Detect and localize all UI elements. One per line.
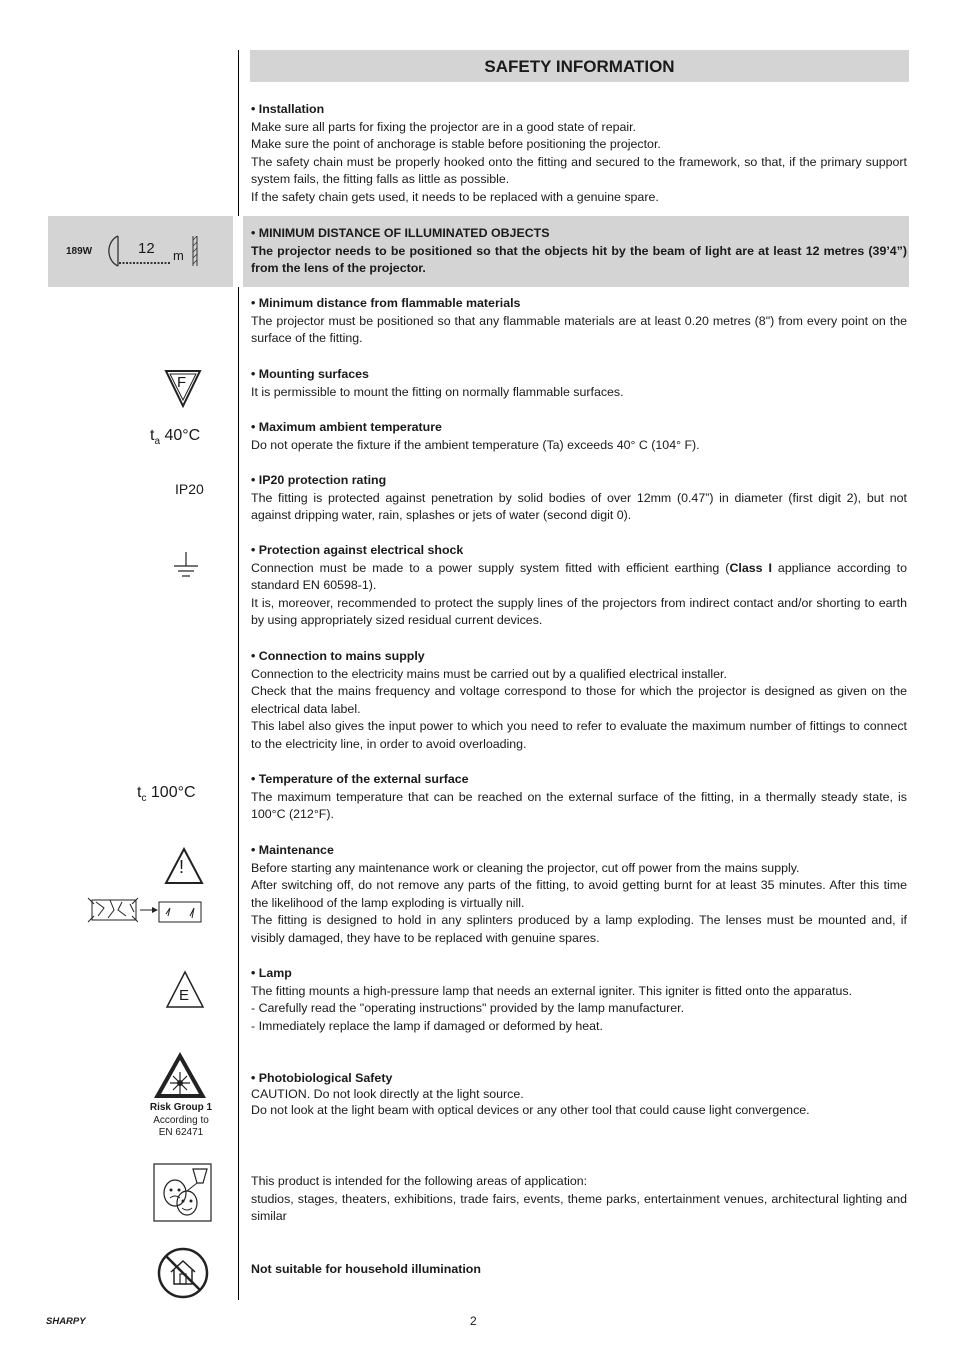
optical-radiation-warning-icon (152, 1050, 208, 1100)
surface-temp-symbol (137, 784, 196, 804)
ip20-heading: • IP20 protection rating (251, 473, 387, 487)
page-number: 2 (470, 1314, 477, 1328)
risk-group-caption (136, 1102, 226, 1140)
shock-text (251, 560, 907, 595)
lamp-line: - Immediately replace the lamp if damaged or deformed by heat. (251, 1018, 603, 1033)
not-household-icon (156, 1246, 210, 1300)
section-min-distance (251, 225, 907, 278)
ip-rating-symbol: IP20 (175, 481, 204, 497)
min-distance-text: The projector needs to be positioned so that the objects hit by the beam of light are at least 12 metres (39’4”) from the lens of the projector. (251, 243, 907, 276)
ta-sub: a (154, 436, 161, 448)
maintenance-line: Before starting any maintenance work or cleaning the projector, cut off power from the mains supply. (251, 860, 800, 875)
min-distance-heading: • MINIMUM DISTANCE OF ILLUMINATED OBJECTS (251, 226, 550, 240)
ambient-heading: • Maximum ambient temperature (251, 420, 442, 434)
section-application (251, 1173, 907, 1226)
maintenance-line: The fitting is designed to hold in any splinters produced by a lamp exploding. The lenses must be mounted and, if visibly damaged, they have to be replaced with genuine spares. (251, 913, 907, 945)
standard-label: EN 62471 (158, 1127, 204, 1138)
section-flammable (251, 295, 907, 348)
maintenance-line: After switching off, do not remove any parts of the fitting, to avoid getting burnt for at least 35 minutes. After this time the likelihood of the lamp exploding is virtually nill. (251, 878, 907, 910)
household-text: Not suitable for household illumination (251, 1262, 481, 1276)
section-ambient (251, 419, 907, 454)
ta-label: t (150, 427, 155, 444)
ambient-text: Do not operate the fixture if the ambient temperature (Ta) exceeds 40° C (104° F). (251, 437, 700, 452)
tc-value: 100°C (146, 784, 196, 801)
lamp-line: - Carefully read the "operating instructions" provided by the lamp manufacturer. (251, 1001, 685, 1016)
section-photobiological (251, 1070, 907, 1118)
section-shock (251, 542, 907, 630)
surface-temp-heading: • Temperature of the external surface (251, 772, 469, 786)
mains-line: Connection to the electricity mains must be carried out by a qualified electrical installer. (251, 666, 727, 681)
e-letter: E (179, 987, 190, 1004)
band-gap (233, 216, 243, 287)
application-line: This product is intended for the following areas of application: (251, 1174, 588, 1188)
entertainment-application-icon (153, 1163, 213, 1223)
risk-group-label: Risk Group 1 (149, 1102, 213, 1113)
flammable-heading: • Minimum distance from flammable materials (251, 296, 521, 310)
earth-ground-icon (172, 550, 200, 582)
installation-line: Make sure all parts for fixing the projector are in a good state of repair. (251, 119, 636, 134)
shock-text-before: Connection must be made to a power supply system fitted with efficient earthing ( (251, 560, 730, 575)
flammable-letter: F (177, 374, 187, 391)
ambient-temp-symbol (150, 427, 200, 447)
distance-unit: m (173, 248, 184, 263)
according-to-label: According to (153, 1114, 209, 1126)
shock-class: Class I (729, 560, 772, 575)
shock-text2: It is, moreover, recommended to protect the supply lines of the projectors from indirect contact and/or shorting to earth by using appropriately sized residual current devices. (251, 595, 907, 628)
installation-line: If the safety chain gets used, it needs to be replaced with a genuine spare. (251, 189, 659, 204)
tc-sub: c (141, 793, 147, 805)
shock-text-after: appliance according to standard EN 60598-1). (251, 560, 908, 593)
installation-line: Make sure the point of anchorage is stable before positioning the projector. (251, 137, 661, 152)
mains-line: This label also gives the input power to which you need to refer to evaluate the maximum number of fittings to connect to the electricity line, in order to avoid overloading. (251, 719, 907, 751)
section-maintenance (251, 842, 907, 948)
distance-power-label: 189W (66, 246, 93, 257)
footer-brand: SHARPY (46, 1316, 86, 1327)
tc-label: t (137, 784, 142, 801)
ta-value: 40°C (160, 427, 201, 444)
section-mounting (251, 366, 907, 401)
mounting-heading: • Mounting surfaces (251, 367, 369, 381)
section-lamp (251, 965, 907, 1035)
photobio-line: CAUTION. Do not look directly at the light source. (251, 1087, 524, 1101)
section-surface-temp (251, 771, 907, 824)
distance-value: 12 (138, 240, 155, 257)
shock-heading: • Protection against electrical shock (251, 543, 464, 557)
installation-line: The safety chain must be properly hooked onto the fitting and secured to the framework, so that, if the primary support system fails, the fitting falls as little as possible. (251, 154, 907, 187)
section-household (251, 1261, 907, 1279)
section-installation (251, 101, 907, 207)
surface-temp-text: The maximum temperature that can be reached on the external surface of the fitting, in a thermally steady state, is 100°C (212°F). (251, 789, 907, 822)
section-ip20 (251, 472, 907, 525)
section-mains (251, 648, 907, 754)
warning-mark: ! (179, 857, 185, 877)
maintenance-heading: • Maintenance (251, 843, 334, 857)
lamp-explosion-icon (86, 894, 204, 928)
lamp-line: The fitting mounts a high-pressure lamp that needs an external igniter. This igniter is fitted onto the apparatus. (251, 983, 853, 998)
mains-line: Check that the mains frequency and voltage correspond to those for which the projector is designed as given on the electrical data label. (251, 684, 907, 716)
page-title: SAFETY INFORMATION (250, 50, 909, 82)
mains-heading: • Connection to mains supply (251, 649, 425, 663)
flammable-text: The projector must be positioned so that any flammable materials are at least 0.20 metres (8") from every point on the surface of the fitting. (251, 313, 907, 346)
application-line: studios, stages, theaters, exhibitions, trade fairs, events, theme parks, entertainment venues, architectural lighting and similar (251, 1191, 907, 1224)
installation-heading: • Installation (251, 102, 325, 116)
mounting-text: It is permissible to mount the fitting on normally flammable surfaces. (251, 384, 624, 399)
lamp-heading: • Lamp (251, 966, 292, 980)
photobio-line: Do not look at the light beam with optical devices or any other tool that could cause light convergence. (251, 1103, 810, 1117)
ip20-text: The fitting is protected against penetration by solid bodies of over 12mm (0.47”) in diameter (first digit 2), but not against dripping water, rain, splashes or jets of water (second digit 0). (251, 490, 907, 523)
photobio-heading: • Photobiological Safety (251, 1071, 393, 1085)
